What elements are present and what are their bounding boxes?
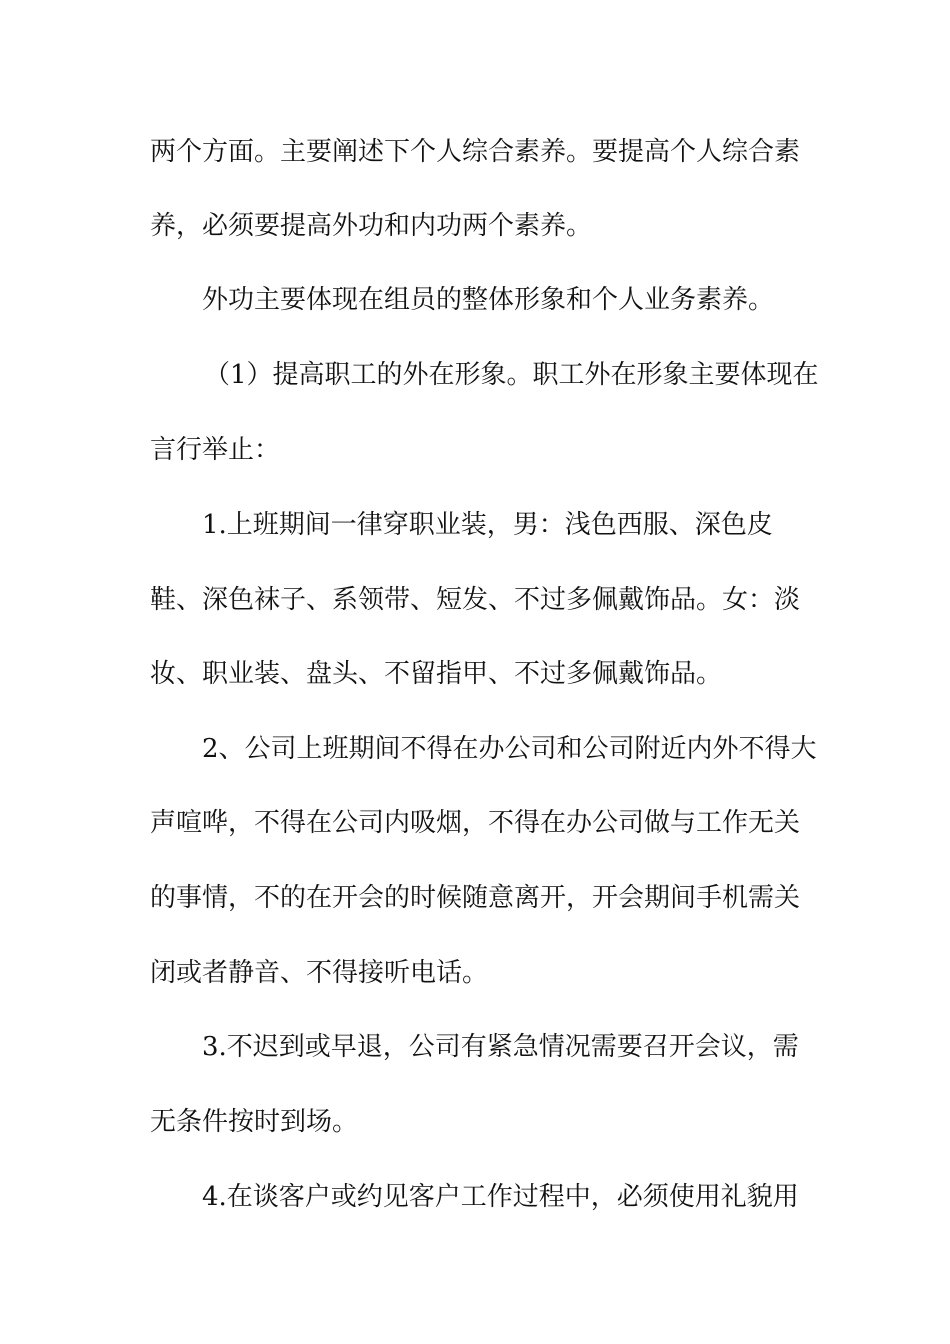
paragraph-line: 两个方面。主要阐述下个人综合素养。要提高个人综合素	[150, 137, 801, 167]
paragraph-line: 闭或者静音、不得接听电话。	[150, 958, 489, 988]
paragraph-line: 外功主要体现在组员的整体形象和个人业务素养。	[202, 285, 775, 315]
paragraph-line: 鞋、深色袜子、系领带、短发、不过多佩戴饰品。女：淡	[150, 585, 801, 615]
paragraph-line: 1.上班期间一律穿职业装，男：浅色西服、深色皮	[202, 510, 773, 540]
paragraph-line: 的事情，不的在开会的时候随意离开，开会期间手机需关	[150, 883, 801, 913]
paragraph-line: （1）提高职工的外在形象。职工外在形象主要体现在	[204, 360, 819, 390]
paragraph-line: 养，必须要提高外功和内功两个素养。	[150, 211, 593, 241]
paragraph-line: 3.不迟到或早退，公司有紧急情况需要召开会议，需	[202, 1032, 799, 1062]
paragraph-line: 妆、职业装、盘头、不留指甲、不过多佩戴饰品。	[150, 659, 723, 689]
paragraph-line: 4.在谈客户或约见客户工作过程中，必须使用礼貌用	[202, 1182, 799, 1212]
paragraph-line: 声喧哗，不得在公司内吸烟，不得在办公司做与工作无关	[150, 808, 801, 838]
paragraph-line: 无条件按时到场。	[150, 1107, 359, 1137]
paragraph-line: 言行举止：	[150, 435, 281, 465]
paragraph-line: 2、公司上班期间不得在办公司和公司附近内外不得大	[202, 734, 817, 764]
